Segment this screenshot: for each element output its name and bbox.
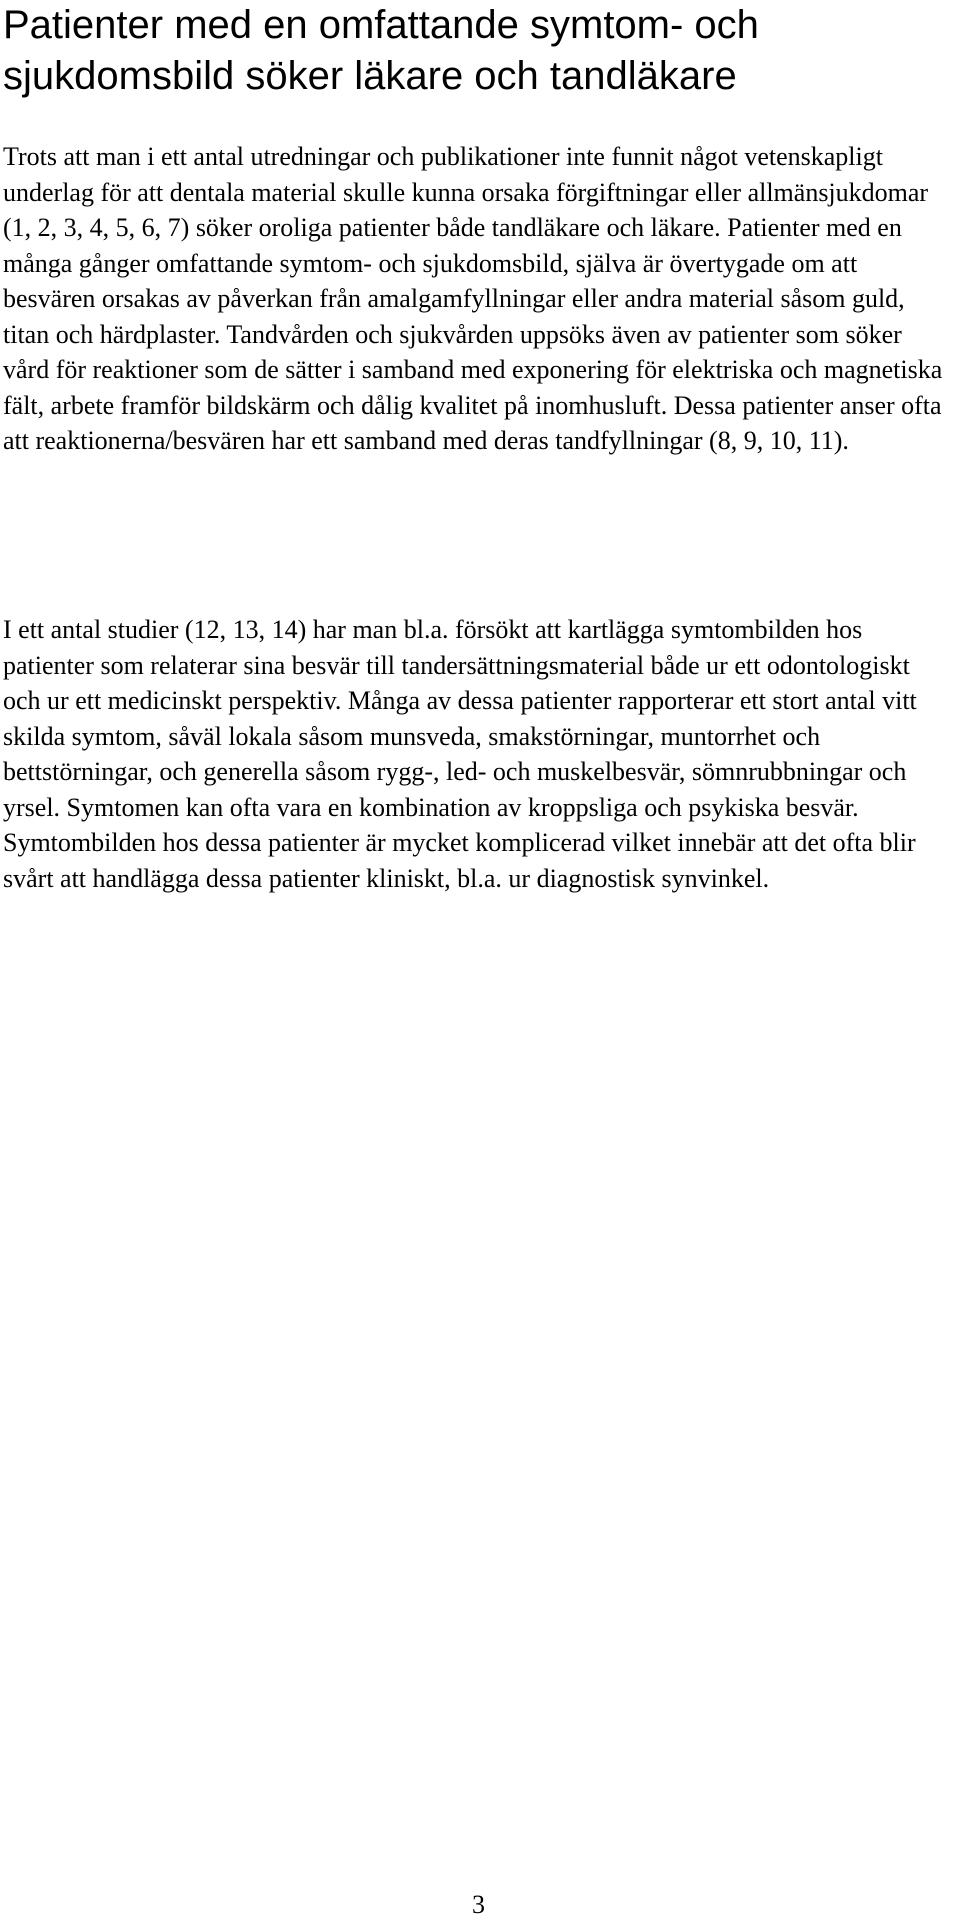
body-paragraph-2: I ett antal studier (12, 13, 14) har man bl.a. försökt att kartlägga symtombilden hos patienter som relaterar sina besvär till tandersättningsmaterial både ur ett odontologiskt och ur ett medicinskt perspektiv. Många av dessa patienter rapporterar ett stort antal vitt skilda symtom, såväl lokala såsom munsveda, smakstörningar, muntorrhet och bettstörningar, och generella såsom rygg-, led- och muskelbesvär, sömnrubbningar och yrsel. Symtomen kan ofta vara en kombination av kroppsliga och psykiska besvär. Symtombilden hos dessa patienter är mycket komplicerad vilket innebär att det ofta blir svårt att handlägga dessa patienter kliniskt, bl.a. ur diagnostisk synvinkel.	[3, 615, 917, 893]
body-paragraph-1: Trots att man i ett antal utredningar och publikationer inte funnit något vetenskapligt underlag för att dentala material skulle kunna orsaka förgiftningar eller allmänsjukdomar (1, 2, 3, 4, 5, 6, 7) söker oroliga patienter både tandläkare och läkare. Patienter med en många gånger omfattande symtom- och sjukdomsbild, själva är övertygade om att besvären orsakas av påverkan från amalgamfyllningar eller andra material såsom guld, titan och härdplaster. Tandvården och sjukvården uppsöks även av patienter som söker vård för reaktioner som de sätter i samband med exponering för elektriska och magnetiska fält, arbete framför bildskärm och dålig kvalitet på inomhusluft. Dessa patienter anser ofta att reaktionerna/besvären har ett samband med deras tandfyllningar (8, 9, 10, 11).	[3, 142, 943, 455]
section-heading: Patienter med en omfattande symtom- och sjukdomsbild söker läkare och tandläkare	[3, 3, 759, 98]
page-number: 3	[472, 1890, 485, 1919]
